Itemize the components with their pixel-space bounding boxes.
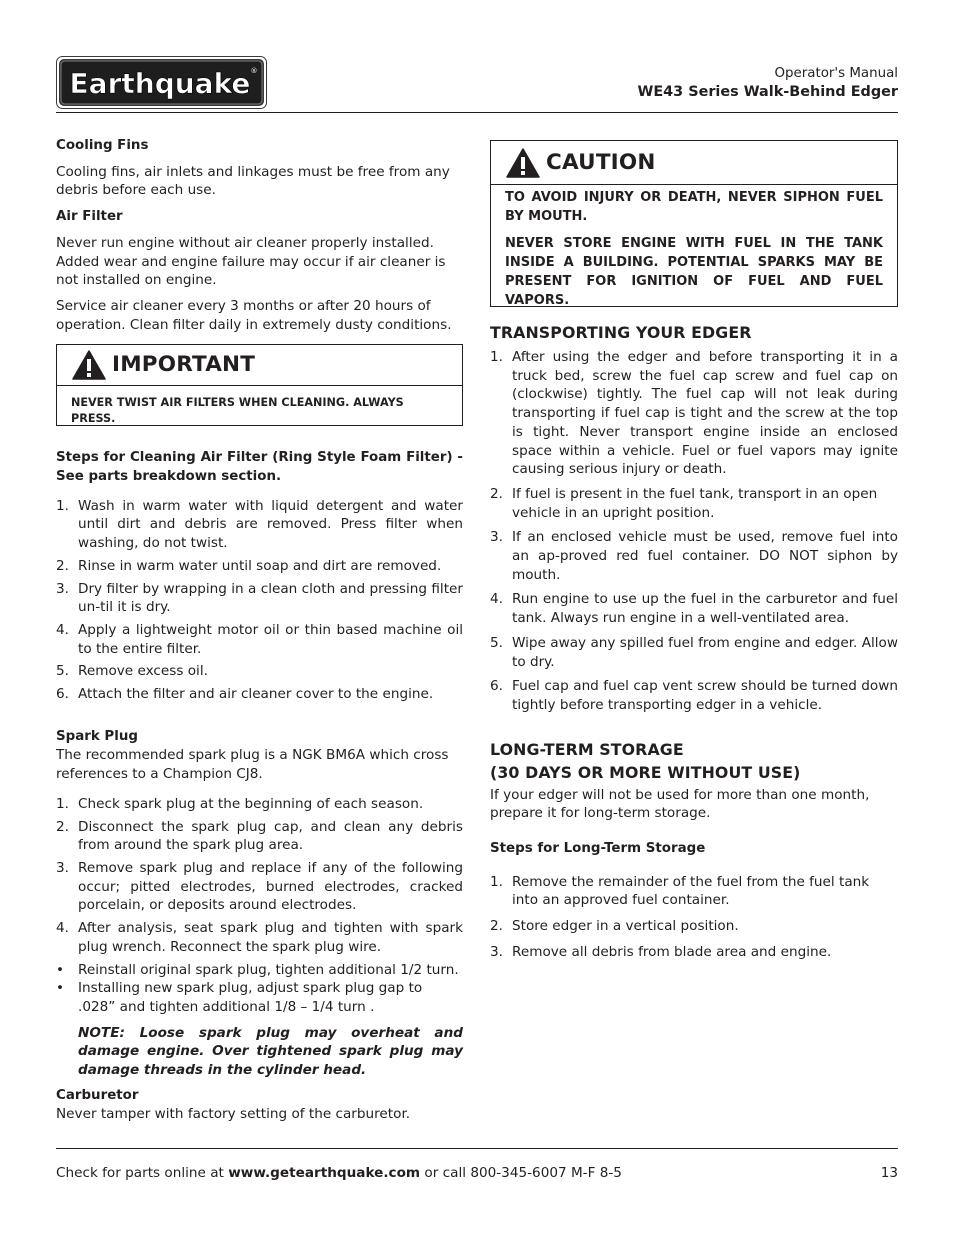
- storage-heading-line-2: (30 DAYS OR MORE WITHOUT USE): [490, 762, 801, 782]
- logo-wordmark: Earthquake: [69, 67, 251, 100]
- important-header: [57, 345, 462, 386]
- list-item: 4. Apply a lightweight motor oil or thin based machine oil to the entire filter.: [56, 621, 463, 657]
- list-item: 2. Rinse in warm water until soap and dirt are removed.: [56, 557, 442, 574]
- caution-label: CAUTION: [546, 149, 656, 175]
- important-text: NEVER TWIST AIR FILTERS WHEN CLEANING. ALWAYS PRESS.: [71, 396, 404, 426]
- cooling-fins-heading: Cooling Fins: [56, 138, 149, 153]
- list-item: 4. Run engine to use up the fuel in the carburetor and fuel tank. Always run engine in a well-ventilated area.: [490, 591, 898, 627]
- storage-steps-heading: Steps for Long-Term Storage: [490, 841, 706, 857]
- svg-text:®: ®: [250, 67, 258, 75]
- storage-heading-line-1: LONG-TERM STORAGE: [490, 739, 684, 759]
- cooling-fins-text: Cooling fins, air inlets and linkages must be free from any debris before each use.: [56, 163, 450, 199]
- list-item: 3. Remove spark plug and replace if any of the following occur; pitted electrodes, burned electrodes, cracked porcelain, or deposits around electrodes.: [56, 859, 463, 914]
- manual-subtitle: Operator's Manual: [774, 66, 898, 81]
- list-item: 3. Remove all debris from blade area and engine.: [490, 943, 832, 960]
- list-item: • Reinstall original spark plug, tighten additional 1/2 turn.: [56, 961, 459, 978]
- left-column: [56, 137, 463, 1124]
- footer: [56, 1163, 898, 1183]
- filter-steps-heading: Steps for Cleaning Air Filter (Ring Style Foam Filter) - See parts breakdown section.: [56, 450, 463, 485]
- list-item: 3. If an enclosed vehicle must be used, remove fuel into an ap-proved red fuel container. DO NOT siphon by mouth.: [490, 529, 898, 583]
- spark-plug-steps: [56, 795, 463, 957]
- footer-website-link[interactable]: www.getearthquake.com: [228, 1165, 421, 1181]
- list-item: 5. Remove excess oil.: [56, 663, 208, 680]
- caution-body: [491, 185, 897, 310]
- caution-notice: [490, 140, 898, 307]
- header-divider: [56, 112, 898, 113]
- list-item: 5. Wipe away any spilled fuel from engine and edger. Allow to dry.: [490, 634, 898, 670]
- carburetor-text: Never tamper with factory setting of the carburetor.: [56, 1106, 411, 1123]
- footer-phone-text: or call 800-345-6007 M-F 8-5: [420, 1165, 622, 1181]
- list-item: 1. Check spark plug at the beginning of each season.: [56, 795, 424, 812]
- list-item: 2. Store edger in a vertical position.: [490, 918, 739, 935]
- list-item: 6. Fuel cap and fuel cap vent screw should be turned down tightly before transporting edger in a vehicle.: [490, 678, 898, 713]
- header-info: [637, 65, 898, 102]
- list-item: 1. After using the edger and before transporting it in a truck bed, screw the fuel cap screw and fuel cap on (clockwise) tightly. The fuel cap will not leak during transporting if fuel cap is tight and the screw at the top is tight. Never transport engine inside an enclosed space within a vehicle. Fuel or fuel vapors may ignite causing serious injury or death.: [490, 349, 898, 478]
- manual-title: WE43 Series Walk-Behind Edger: [637, 84, 898, 100]
- right-column: [490, 140, 898, 962]
- list-item: • Installing new spark plug, adjust spark plug gap to .028” and tighten additional 1/8 – 1/4 turn .: [56, 980, 423, 1015]
- storage-text: If your edger will not be used for more than one month, prepare it for long-term storage.: [490, 786, 870, 822]
- carburetor-heading: Carburetor: [56, 1087, 139, 1103]
- air-filter-text-2: Service air cleaner every 3 months or after 20 hours of operation. Clean filter daily in extremely dusty conditions.: [56, 297, 452, 333]
- list-item: 6. Attach the filter and air cleaner cover to the engine.: [56, 686, 434, 703]
- footer-divider: [56, 1148, 898, 1149]
- transport-steps: [490, 348, 898, 715]
- transport-heading: TRANSPORTING YOUR EDGER: [490, 323, 752, 342]
- list-item: 2. Disconnect the spark plug cap, and clean any debris from around the spark plug area.: [56, 818, 463, 854]
- footer-prefix: Check for parts online at: [56, 1165, 229, 1181]
- caution-header: [491, 141, 897, 185]
- page-number: 13: [880, 1165, 898, 1181]
- warning-icon: [72, 350, 106, 380]
- caution-text-2: NEVER STORE ENGINE WITH FUEL IN THE TANK INSIDE A BUILDING. POTENTIAL SPARKS MAY BE PRESENT FOR IGNITION OF FUEL AND FUEL VAPORS.: [505, 236, 883, 308]
- earthquake-logo: [56, 56, 267, 109]
- list-item: 2. If fuel is present in the fuel tank, transport in an open vehicle in an upright position.: [490, 485, 878, 521]
- list-item: 1. Remove the remainder of the fuel from the fuel tank into an approved fuel container.: [490, 873, 870, 909]
- spark-plug-bullets: [56, 961, 463, 1017]
- list-item: 4. After analysis, seat spark plug and tighten with spark plug wrench. Reconnect the spark plug wire.: [56, 920, 463, 955]
- caution-text-1: TO AVOID INJURY OR DEATH, NEVER SIPHON FUEL BY MOUTH.: [505, 190, 883, 224]
- list-item: 1. Wash in warm water with liquid detergent and water until dirt and debris are removed. Press filter when washing, do not twist.: [56, 497, 463, 552]
- storage-steps: [490, 873, 898, 962]
- filter-steps-list: [56, 497, 463, 704]
- important-label: IMPORTANT: [112, 352, 256, 378]
- storage-heading: [490, 738, 898, 784]
- important-notice: [56, 344, 463, 426]
- spark-plug-note: NOTE: Loose spark plug may overheat and damage engine. Over tightened spark plug may damage threads in the cylinder head.: [78, 1024, 463, 1079]
- air-filter-text-1: Never run engine without air cleaner properly installed. Added wear and engine failure may occur if air cleaner is not installed on engine.: [56, 234, 446, 289]
- spark-plug-text: The recommended spark plug is a NGK BM6A which cross references to a Champion CJ8.: [56, 747, 449, 783]
- air-filter-heading: Air Filter: [56, 209, 123, 225]
- list-item: 3. Dry filter by wrapping in a clean cloth and pressing filter un-til it is dry.: [56, 580, 463, 616]
- warning-icon: [506, 148, 540, 178]
- spark-plug-heading: Spark Plug: [56, 728, 138, 744]
